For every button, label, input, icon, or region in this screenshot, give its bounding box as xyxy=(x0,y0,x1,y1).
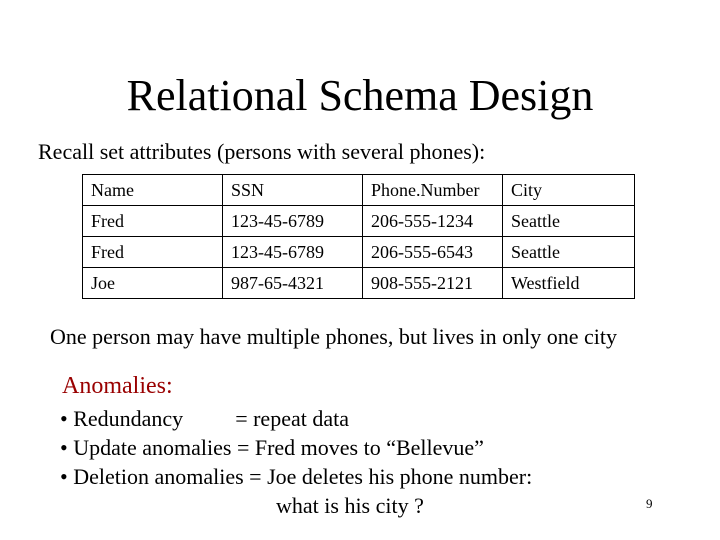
bullet-icon: • xyxy=(60,406,74,431)
anomaly-term: Deletion anomalies xyxy=(73,464,244,489)
intro-text: Recall set attributes (persons with several phones): xyxy=(38,139,486,164)
column-header-phone-number: Phone.Number xyxy=(363,175,503,206)
table-cell-name: Fred xyxy=(83,206,223,237)
anomaly-term: Redundancy xyxy=(73,406,184,431)
table-cell-ssn: 123-45-6789 xyxy=(223,237,363,268)
table-row xyxy=(83,268,635,299)
table-cell-phone-number: 206-555-1234 xyxy=(363,206,503,237)
bullet-icon: • xyxy=(60,464,74,489)
table-cell-name: Joe xyxy=(83,268,223,299)
column-header-ssn: SSN xyxy=(223,175,363,206)
anomaly-definition: = repeat data xyxy=(235,406,349,431)
bullet-icon: • xyxy=(60,435,74,460)
anomaly-definition: = Joe deletes his phone number: xyxy=(249,464,533,489)
table-cell-ssn: 987-65-4321 xyxy=(223,268,363,299)
table-row xyxy=(83,237,635,268)
table-cell-name: Fred xyxy=(83,237,223,268)
table-cell-phone-number: 908-555-2121 xyxy=(363,268,503,299)
anomaly-definition: = Fred moves to “Bellevue” xyxy=(236,435,484,460)
list-item xyxy=(60,462,532,491)
table-header-row xyxy=(83,175,635,206)
table-cell-ssn: 123-45-6789 xyxy=(223,206,363,237)
anomalies-heading: Anomalies: xyxy=(62,373,173,399)
note-text: One person may have multiple phones, but lives in only one city xyxy=(50,324,618,349)
table-row xyxy=(83,206,635,237)
column-header-name: Name xyxy=(83,175,223,206)
column-header-city: City xyxy=(503,175,635,206)
list-item xyxy=(60,404,532,433)
anomalies-list xyxy=(60,404,532,520)
table-cell-city: Westfield xyxy=(503,268,635,299)
slide-title: Relational Schema Design xyxy=(126,71,594,120)
table-cell-city: Seattle xyxy=(503,206,635,237)
list-item xyxy=(60,433,532,462)
table-cell-city: Seattle xyxy=(503,237,635,268)
page-number: 9 xyxy=(646,496,653,511)
table-cell-phone-number: 206-555-6543 xyxy=(363,237,503,268)
schema-table xyxy=(82,174,635,299)
anomaly-term: Update anomalies xyxy=(73,435,232,460)
anomaly-continuation: what is his city ? xyxy=(276,493,424,518)
